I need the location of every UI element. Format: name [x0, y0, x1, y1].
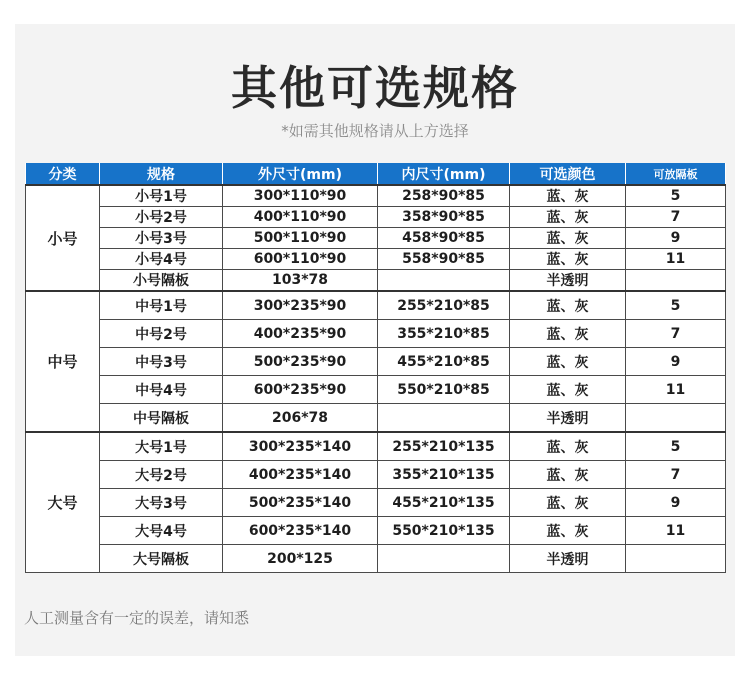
divider-count-cell	[626, 270, 726, 292]
spec-cell: 大号3号	[100, 489, 223, 517]
inner-size-cell: 255*210*85	[378, 291, 510, 320]
header-colors: 可选颜色	[510, 163, 626, 185]
table-row	[26, 291, 726, 320]
spec-cell: 中号2号	[100, 320, 223, 348]
divider-count-cell	[626, 404, 726, 433]
inner-size-cell: 258*90*85	[378, 185, 510, 207]
table-row	[26, 270, 726, 292]
spec-cell: 小号1号	[100, 185, 223, 207]
spec-cell: 小号3号	[100, 228, 223, 249]
color-cell: 蓝、灰	[510, 291, 626, 320]
inner-size-cell	[378, 545, 510, 573]
color-cell: 蓝、灰	[510, 376, 626, 404]
divider-count-cell: 11	[626, 376, 726, 404]
divider-count-cell: 9	[626, 489, 726, 517]
outer-size-cell: 200*125	[223, 545, 378, 573]
header-inner-size: 内尺寸(mm)	[378, 163, 510, 185]
divider-count-cell: 11	[626, 249, 726, 270]
color-cell: 蓝、灰	[510, 185, 626, 207]
table-row	[26, 461, 726, 489]
table-row	[26, 404, 726, 433]
divider-count-cell: 9	[626, 348, 726, 376]
table-row	[26, 432, 726, 461]
divider-count-cell	[626, 545, 726, 573]
inner-size-cell: 558*90*85	[378, 249, 510, 270]
category-cell: 大号	[26, 432, 100, 573]
divider-count-cell: 9	[626, 228, 726, 249]
outer-size-cell: 400*235*90	[223, 320, 378, 348]
outer-size-cell: 500*235*90	[223, 348, 378, 376]
table-row	[26, 185, 726, 207]
spec-cell: 大号隔板	[100, 545, 223, 573]
color-cell: 半透明	[510, 270, 626, 292]
table-row	[26, 207, 726, 228]
color-cell: 蓝、灰	[510, 489, 626, 517]
spec-cell: 小号2号	[100, 207, 223, 228]
page-title: 其他可选规格	[231, 61, 519, 115]
inner-size-cell: 550*210*85	[378, 376, 510, 404]
color-cell: 蓝、灰	[510, 207, 626, 228]
color-cell: 半透明	[510, 404, 626, 433]
color-cell: 蓝、灰	[510, 432, 626, 461]
outer-size-cell: 400*110*90	[223, 207, 378, 228]
divider-count-cell: 7	[626, 207, 726, 228]
inner-size-cell	[378, 404, 510, 433]
spec-cell: 大号1号	[100, 432, 223, 461]
inner-size-cell: 255*210*135	[378, 432, 510, 461]
spec-cell: 小号4号	[100, 249, 223, 270]
color-cell: 蓝、灰	[510, 249, 626, 270]
outer-size-cell: 500*110*90	[223, 228, 378, 249]
outer-size-cell: 300*110*90	[223, 185, 378, 207]
color-cell: 蓝、灰	[510, 461, 626, 489]
table-row	[26, 517, 726, 545]
outer-size-cell: 300*235*140	[223, 432, 378, 461]
group-medium	[26, 291, 726, 432]
category-cell: 中号	[26, 291, 100, 432]
category-cell: 小号	[26, 185, 100, 291]
inner-size-cell: 550*210*135	[378, 517, 510, 545]
table-row	[26, 320, 726, 348]
divider-count-cell: 7	[626, 320, 726, 348]
color-cell: 蓝、灰	[510, 228, 626, 249]
table-header-row	[26, 163, 726, 185]
divider-count-cell: 5	[626, 291, 726, 320]
spec-cell: 小号隔板	[100, 270, 223, 292]
color-cell: 蓝、灰	[510, 517, 626, 545]
divider-count-cell: 5	[626, 185, 726, 207]
table-row	[26, 489, 726, 517]
inner-size-cell: 455*210*135	[378, 489, 510, 517]
color-cell: 半透明	[510, 545, 626, 573]
table-row	[26, 249, 726, 270]
color-cell: 蓝、灰	[510, 320, 626, 348]
group-large	[26, 432, 726, 573]
outer-size-cell: 300*235*90	[223, 291, 378, 320]
color-cell: 蓝、灰	[510, 348, 626, 376]
inner-size-cell	[378, 270, 510, 292]
table-row	[26, 376, 726, 404]
inner-size-cell: 355*210*85	[378, 320, 510, 348]
divider-count-cell: 5	[626, 432, 726, 461]
spec-cell: 中号3号	[100, 348, 223, 376]
outer-size-cell: 600*235*140	[223, 517, 378, 545]
outer-size-cell: 103*78	[223, 270, 378, 292]
divider-count-cell: 11	[626, 517, 726, 545]
header-outer-size: 外尺寸(mm)	[223, 163, 378, 185]
table-row	[26, 545, 726, 573]
spec-cell: 大号4号	[100, 517, 223, 545]
header-dividers: 可放隔板	[626, 163, 726, 185]
inner-size-cell: 358*90*85	[378, 207, 510, 228]
header-spec: 规格	[100, 163, 223, 185]
header-category: 分类	[26, 163, 100, 185]
outer-size-cell: 600*110*90	[223, 249, 378, 270]
page-subtitle: *如需其他规格请从上方选择	[281, 122, 469, 140]
spec-table	[25, 163, 726, 573]
outer-size-cell: 500*235*140	[223, 489, 378, 517]
group-small	[26, 185, 726, 291]
spec-cell: 大号2号	[100, 461, 223, 489]
table-row	[26, 228, 726, 249]
inner-size-cell: 455*210*85	[378, 348, 510, 376]
inner-size-cell: 355*210*135	[378, 461, 510, 489]
table-row	[26, 348, 726, 376]
divider-count-cell: 7	[626, 461, 726, 489]
inner-size-cell: 458*90*85	[378, 228, 510, 249]
spec-cell: 中号4号	[100, 376, 223, 404]
outer-size-cell: 600*235*90	[223, 376, 378, 404]
outer-size-cell: 206*78	[223, 404, 378, 433]
spec-cell: 中号隔板	[100, 404, 223, 433]
outer-size-cell: 400*235*140	[223, 461, 378, 489]
measurement-note: 人工测量含有一定的误差，请知悉	[24, 609, 250, 627]
spec-cell: 中号1号	[100, 291, 223, 320]
